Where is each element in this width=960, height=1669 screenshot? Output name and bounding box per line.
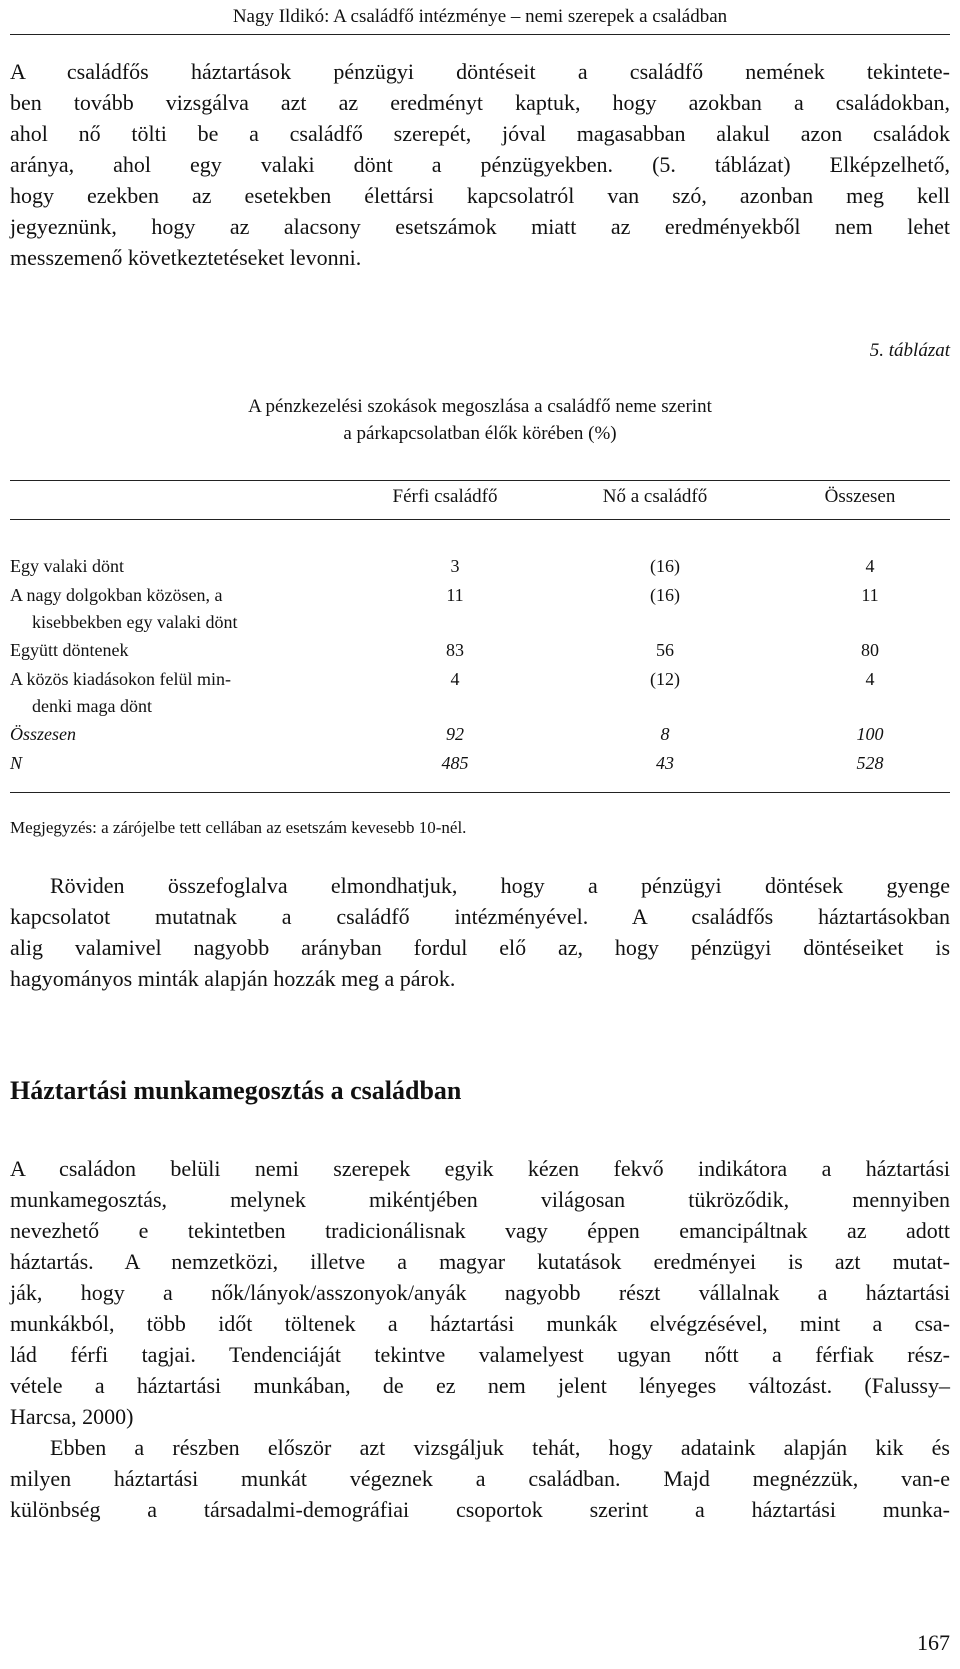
section-paragraph xyxy=(10,1153,950,1432)
text-line: különbség a társadalmi-demográfiai csoportok szerint a háztartási munka- xyxy=(10,1497,950,1522)
text-line: háztartás. A nemzetközi, illetve a magyar kutatások eredményei is azt mutat- xyxy=(10,1249,950,1274)
text-line: vétele a háztartási munkában, de ez nem jelent lényeges változást. (Falussy– xyxy=(10,1373,950,1398)
cell-value: (16) xyxy=(650,585,680,605)
text-line: Harcsa, 2000) xyxy=(10,1404,134,1429)
text-line: hagyományos minták alapján hozzák meg a párok. xyxy=(10,966,456,991)
text-line: hogy ezekben az esetekben élettársi kapcsolatról van szó, azonban meg kell xyxy=(10,183,950,208)
text-line: alig valamivel nagyobb arányban fordul elő az, hogy pénzügyi döntéseiket is xyxy=(10,935,950,960)
cell-value: 80 xyxy=(861,640,879,660)
cell-value: 100 xyxy=(856,724,884,744)
cell-value: 4 xyxy=(865,669,875,689)
table-bottom-rule xyxy=(10,792,950,793)
table-top-rule xyxy=(10,480,950,481)
cell-value: 4 xyxy=(450,669,460,689)
text-line: aránya, ahol egy valaki dönt a pénzügyekben. (5. táblázat) Elképzelhető, xyxy=(10,152,950,177)
cell-value: 8 xyxy=(660,724,670,744)
text-line: A családon belüli nemi szerepek egyik kézen fekvő indikátora a háztartási xyxy=(10,1156,950,1181)
caption-line: a párkapcsolatban élők körében (%) xyxy=(343,423,617,444)
row-label-line: A nagy dolgokban közösen, a xyxy=(10,585,223,605)
row-label xyxy=(10,582,340,636)
section-paragraph xyxy=(10,1432,950,1525)
text-line: jegyeznünk, hogy az alacsony esetszámok miatt az eredményekből nem lehet xyxy=(10,214,950,239)
row-label-continuation: denki maga dönt xyxy=(32,696,152,716)
cell-value: 92 xyxy=(446,724,464,744)
text-line: munkákból, több időt töltenek a háztartási munkák elvégzésével, mint a csa- xyxy=(10,1311,950,1336)
text-line: milyen háztartási munkát végeznek a családban. Majd megnézzük, van-e xyxy=(10,1466,950,1491)
row-label-line: A közös kiadásokon felül min- xyxy=(10,669,231,689)
row-label: Egy valaki dönt xyxy=(10,556,124,576)
text-line: Ebben a részben először azt vizsgáljuk tehát, hogy adataink alapján kik és xyxy=(50,1435,950,1460)
column-header: Férfi családfő xyxy=(392,486,498,507)
cell-value: 43 xyxy=(656,753,674,773)
page-number: 167 xyxy=(917,1630,950,1655)
cell-value: 528 xyxy=(856,753,884,773)
column-header: Összesen xyxy=(824,486,896,507)
row-label xyxy=(10,666,340,720)
table-header-rule xyxy=(10,519,950,520)
text-line: A családfős háztartások pénzügyi döntéseit a családfő nemének tekintete- xyxy=(10,59,950,84)
text-line: ben tovább vizsgálva azt az eredményt kaptuk, hogy azokban a családokban, xyxy=(10,90,950,115)
column-header: Nő a családfő xyxy=(602,486,708,507)
text-line: Röviden összefoglalva elmondhatjuk, hogy a pénzügyi döntések gyenge xyxy=(50,873,950,898)
cell-value: 11 xyxy=(446,585,464,605)
summary-paragraph xyxy=(10,870,950,994)
intro-paragraph xyxy=(10,56,950,273)
row-label: Együtt döntenek xyxy=(10,640,129,660)
row-label: Összesen xyxy=(10,724,76,744)
cell-value: 11 xyxy=(861,585,879,605)
text-line: kapcsolatot mutatnak a családfő intézményével. A családfős háztartásokban xyxy=(10,904,950,929)
running-head: Nagy Ildikó: A családfő intézménye – nemi szerepek a családban xyxy=(10,6,950,35)
caption-line: A pénzkezelési szokások megoszlása a családfő neme szerint xyxy=(248,396,712,417)
text-line: ahol nő tölti be a családfő szerepét, jóval magasabban alakul azon családok xyxy=(10,121,950,146)
cell-value: 83 xyxy=(446,640,464,660)
cell-value: 56 xyxy=(656,640,674,660)
section-title: Háztartási munkamegosztás a családban xyxy=(10,1076,462,1105)
cell-value: 3 xyxy=(450,556,460,576)
text-line: ják, hogy a nők/lányok/asszonyok/anyák nagyobb részt vállalnak a háztartási xyxy=(10,1280,950,1305)
row-label: N xyxy=(10,753,23,773)
text-line: lád férfi tagjai. Tendenciáját tekintve valamelyest ugyan nőtt a férfiak rész- xyxy=(10,1342,950,1367)
cell-value: 4 xyxy=(865,556,875,576)
text-line: munkamegosztás, melynek mikéntjében világosan tükröződik, mennyiben xyxy=(10,1187,950,1212)
cell-value: (12) xyxy=(650,669,680,689)
cell-value: (16) xyxy=(650,556,680,576)
table-note: Megjegyzés: a zárójelbe tett cellában az esetszám kevesebb 10-nél. xyxy=(10,818,467,837)
row-label-continuation: kisebbekben egy valaki dönt xyxy=(32,612,238,632)
table-label: 5. táblázat xyxy=(869,340,950,361)
text-line: messzemenő következtetéseket levonni. xyxy=(10,245,362,270)
text-line: nevezhető e tekintetben tradicionálisnak vagy éppen emancipáltnak az adott xyxy=(10,1218,950,1243)
cell-value: 485 xyxy=(441,753,469,773)
table-caption xyxy=(0,393,960,447)
